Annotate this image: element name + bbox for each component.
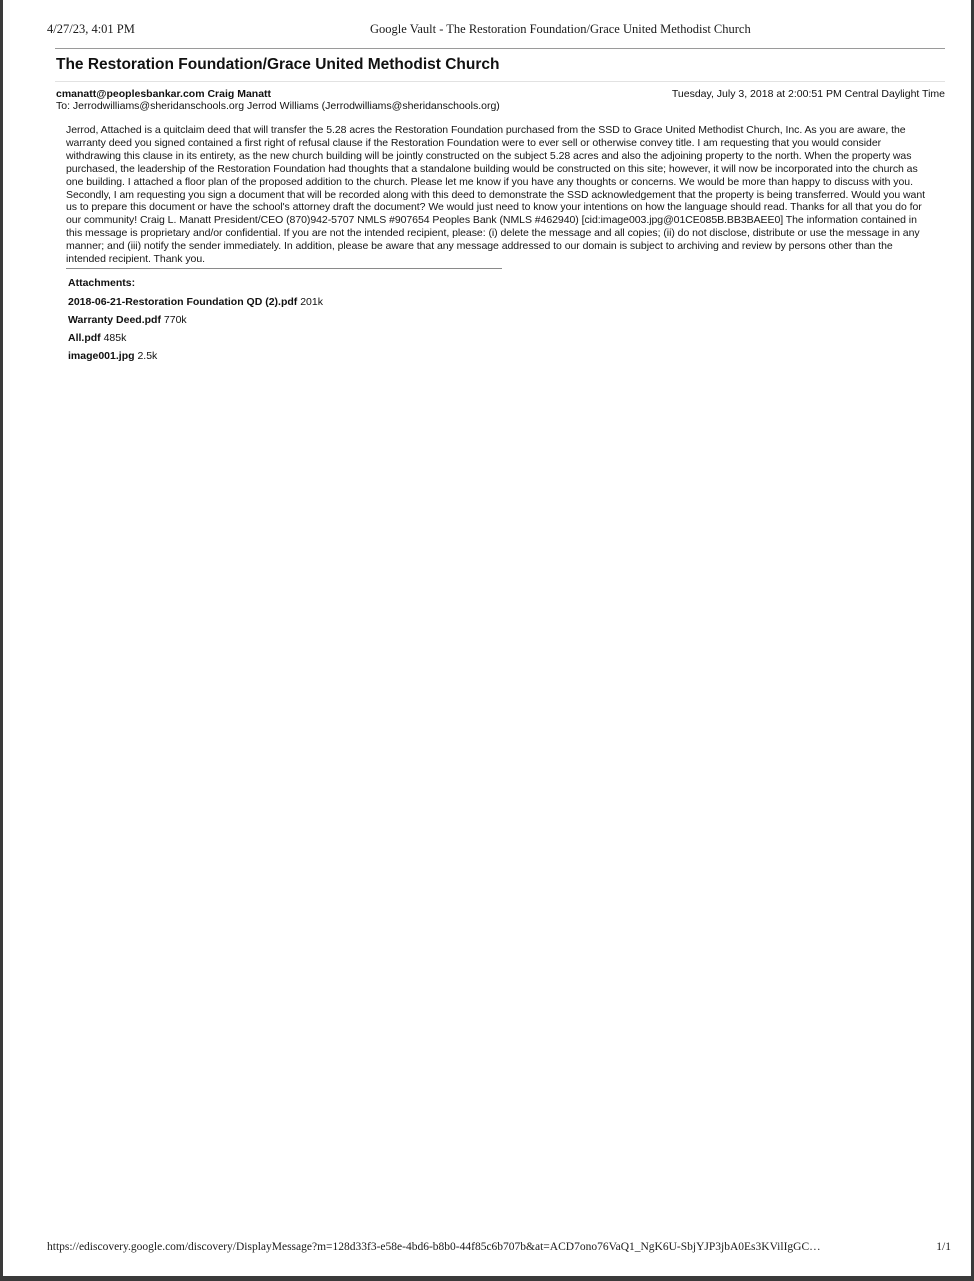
message-to: To: Jerrodwilliams@sheridanschools.org Jerrod Williams (Jerrodwilliams@sheridanschools.org) <box>56 100 500 112</box>
attachment-name[interactable]: All.pdf <box>68 332 101 344</box>
attachment-item[interactable] <box>68 349 323 367</box>
print-footer-url: https://ediscovery.google.com/discovery/DisplayMessage?m=128d33f3-e58e-4bd6-b8b0-44f85c6b707b&at=ACD7ono76VaQ1_NgK6U-SbjYJP3jbA0Es3KVilIgGC… <box>47 1241 821 1253</box>
attachment-name[interactable]: Warranty Deed.pdf <box>68 314 161 326</box>
attachment-name[interactable]: image001.jpg <box>68 350 135 362</box>
attachment-size: 485k <box>103 332 127 344</box>
printed-page <box>3 0 971 1276</box>
attachment-item[interactable] <box>68 331 323 349</box>
message-body <box>66 124 932 266</box>
header-divider <box>55 48 945 49</box>
attachment-size: 2.5k <box>137 350 158 362</box>
attachments-section <box>68 277 323 367</box>
print-datetime: 4/27/23, 4:01 PM <box>47 22 135 36</box>
print-header <box>47 22 957 38</box>
print-title: Google Vault - The Restoration Foundation/Grace United Methodist Church <box>370 22 751 36</box>
attachment-size: 770k <box>163 314 187 326</box>
subject-divider <box>55 81 945 82</box>
message-meta <box>56 88 945 112</box>
message-body-text: Jerrod, Attached is a quitclaim deed that will transfer the 5.28 acres the Restoration Foundation purchased from the SSD to Grace United Methodist Church, Inc. As you are aware, the warranty deed you signed contained a first right of refusal clause if the Restoration Foundation were to ever sell or otherwise convey title. I am requesting that you would consider withdrawing this clause in its entirety, as the new church building will be jointly constructed on the subject 5.28 acres and also the adjoining property to the north. When the property was purchased, the leadership of the Restoration Foundation had thoughts that a standalone building would be constructed on this site; however, it will now be incorporated into the church as one building. I attached a floor plan of the proposed addition to the church. Please let me know if you have any thoughts or concerns. We would be more than happy to discuss with you. Secondly, I am requesting you sign a document that will be recorded along with this deed to demonstrate the SSD acknowledgement that the property is being transferred. Would you want us to prepare this document or have the school's attorney draft the document? We would just need to know your intentions on how the language should read. Thanks for all that you do for our community! Craig L. Manatt President/CEO (870)942-5707 NMLS #907654 Peoples Bank (NMLS #462940) [cid:image003.jpg@01CE085B.BB3BAEE0] The information contained in this message is proprietary and/or confidential. If you are not the intended recipient, please: (i) delete the message and all copies; (ii) do not disclose, distribute or use the message in any manner; and (iii) notify the sender immediately. In addition, please be aware that any message addressed to our domain is subject to archiving and review by persons other than the intended recipient. Thank you. <box>66 124 926 266</box>
print-footer <box>47 1241 957 1257</box>
print-page-number: 1/1 <box>936 1241 951 1253</box>
attachment-item[interactable] <box>68 295 323 313</box>
message-subject: The Restoration Foundation/Grace United Methodist Church <box>56 56 500 73</box>
attachment-name[interactable]: 2018-06-21-Restoration Foundation QD (2).pdf <box>68 296 298 308</box>
attachment-size: 201k <box>300 296 323 308</box>
attachments-divider <box>66 268 502 269</box>
message-from: cmanatt@peoplesbankar.com Craig Manatt <box>56 88 272 100</box>
attachments-heading: Attachments: <box>68 277 136 289</box>
message-date: Tuesday, July 3, 2018 at 2:00:51 PM Central Daylight Time <box>671 88 945 100</box>
attachment-item[interactable] <box>68 313 323 331</box>
